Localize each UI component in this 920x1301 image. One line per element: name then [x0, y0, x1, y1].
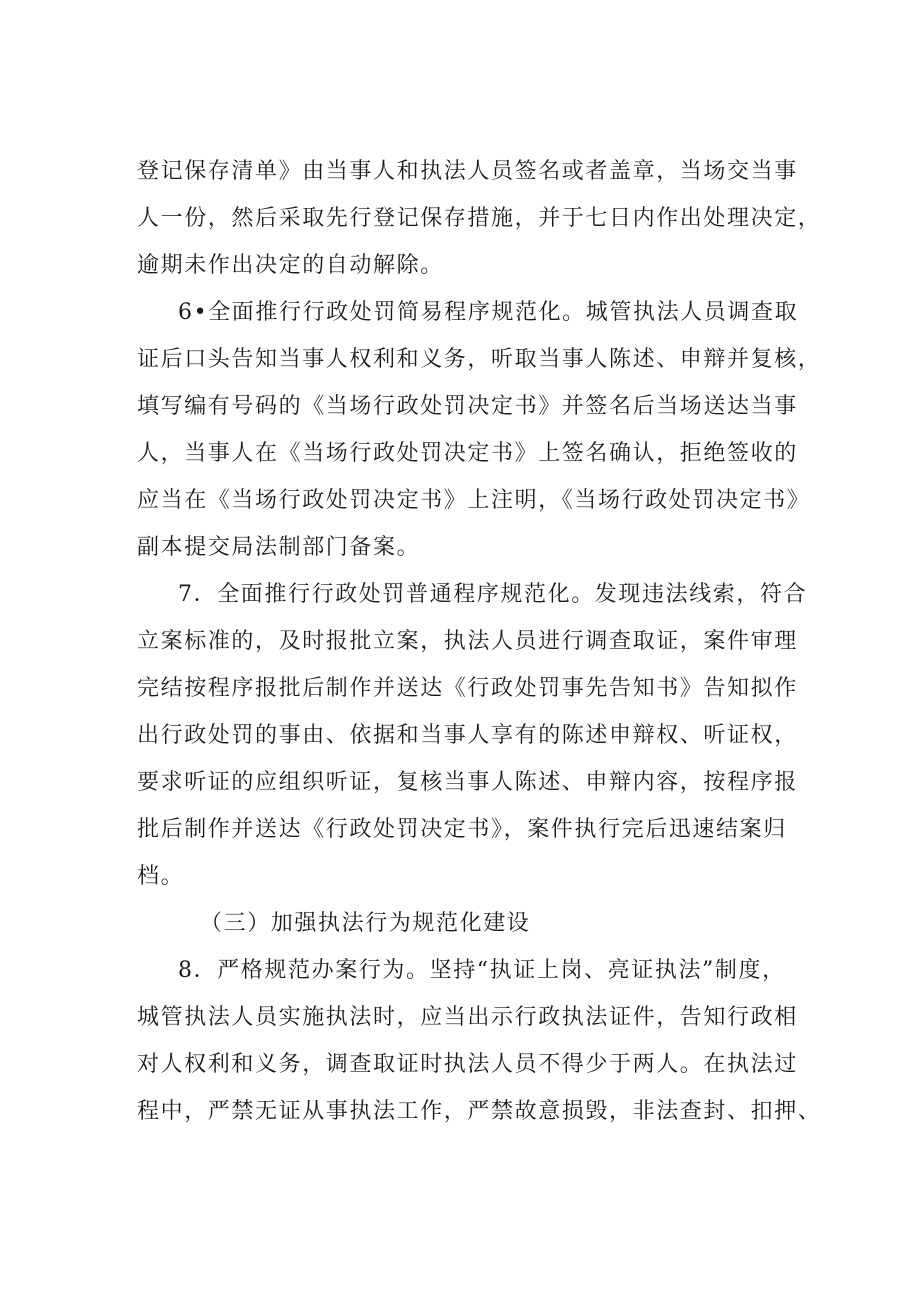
paragraph-6-start: 6•全面推行行政处罚简易程序规范化。城管执法人员调查取	[178, 300, 799, 325]
text-line: 人，当事人在《当场行政处罚决定书》上签名确认，拒绝签收的	[137, 441, 798, 466]
text-line: 填写编有号码的《当场行政处罚决定书》并签名后当场送达当事	[137, 394, 798, 419]
text-line: 副本提交局法制部门备案。	[137, 535, 421, 560]
text-line: 对人权利和义务，调查取证时执法人员不得少于两人。在执法过	[137, 1052, 798, 1077]
text-line: 城管执法人员实施执法时，应当出示行政执法证件，告知行政相	[137, 1005, 798, 1030]
text-line: 要求听证的应组织听证，复核当事人陈述、申辩内容，按程序报	[137, 770, 798, 795]
text-line: 证后口头告知当事人权利和义务，听取当事人陈述、申辩并复核，	[137, 347, 822, 372]
text-line: 立案标准的，及时报批立案，执法人员进行调查取证，案件审理	[137, 629, 798, 654]
text-line: 逾期未作出决定的自动解除。	[137, 253, 444, 278]
paragraph-8-start: 8．严格规范办案行为。坚持“执证上岗、亮证执法”制度，	[178, 958, 786, 983]
text-line: 登记保存清单》由当事人和执法人员签名或者盖章，当场交当事	[137, 159, 798, 184]
paragraph-7-start: 7．全面推行行政处罚普通程序规范化。发现违法线索，符合	[178, 582, 808, 607]
text-line: 程中，严禁无证从事执法工作，严禁故意损毁，非法查封、扣押、	[137, 1099, 822, 1124]
text-line: 档。	[137, 864, 185, 889]
text-line: 应当在《当场行政处罚决定书》上注明，《当场行政处罚决定书》	[137, 488, 811, 513]
text-line: 批后制作并送达《行政处罚决定书》，案件执行完后迅速结案归	[137, 817, 787, 842]
text-line: 完结按程序报批后制作并送达《行政处罚事先告知书》告知拟作	[137, 676, 798, 701]
text-line: 人一份，然后采取先行登记保存措施，并于七日内作出处理决定，	[137, 206, 822, 231]
section-heading: （三）加强执法行为规范化建设	[200, 911, 531, 936]
text-line: 出行政处罚的事由、依据和当事人享有的陈述申辩权、听证权，	[137, 723, 798, 748]
